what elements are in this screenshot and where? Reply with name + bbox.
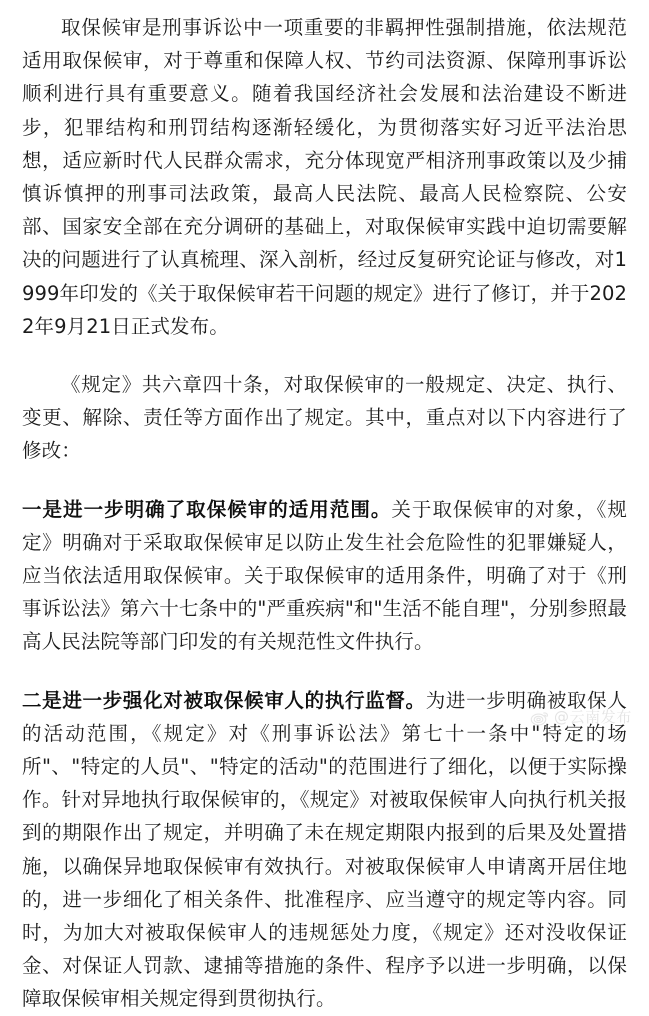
paragraph-1-text: 取保候审是刑事诉讼中一项重要的非羁押性强制措施，依法规范适用取保候审，对于尊重和保障人权、节约司法资源、保障刑事诉讼顺利进行具有重要意义。随着我国经济社会发展和法治建设不断进步，犯罪结构和刑罚结构逐渐轻缓化，为贯彻落实好习近平法治思想，适应新时代人民群众需求，充分体现宽严相济刑事政策以及少捕慎诉慎押的刑事司法政策，最高人民法院、最高人民检察院、公安部、国家安全部在充分调研的基础上，对取保候审实践中迫切需要解决的问题进行了认真梳理、深入剖析，经过反复研究论证与修改，对1999年印发的《关于取保候审若干问题的规定》进行了修订，并于2022年9月21日正式发布。 (22, 16, 627, 338)
paragraph-4-text: 为进一步明确被取保人的活动范围，《规定》对《刑事诉讼法》第七十一条中"特定的场所"、"特定的人员"、"特定的活动"的范围进行了细化，以便于实际操作。针对异地执行取保候审的，《规定》对被取保候审人向执行机关报到的期限作出了规定，并明确了未在规定期限内报到的后果及处置措施，以确保异地取保候审有效执行。对被取保候审人申请离开居住地的，进一步细化了相关条件、批准程序、应当遵守的规定等内容。同时，为加大对被取保候审人的违规惩处力度，《规定》还对没收保证金、对保证人罚款、逮捕等措施的条件、程序予以进一步明确，以保障取保候审相关规定得到贯彻执行。 (22, 688, 627, 1011)
paragraph-3-text: 关于取保候审的对象，《规定》明确对于采取取保候审足以防止发生社会危险性的犯罪嫌疑人，应当依法适用取保候审。关于取保候审的适用条件，明确了对于《刑事诉讼法》第六十七条中的"严重疾病"和"生活不能自理"，分别参照最高人民法院等部门印发的有关规范性文件执行。 (22, 497, 627, 654)
paragraph-1 (22, 11, 627, 343)
paragraph-2-text: 《规定》共六章四十条，对取保候审的一般规定、决定、执行、变更、解除、责任等方面作出了规定。其中，重点对以下内容进行了修改： (22, 373, 627, 463)
paragraph-3-heading: 一是进一步明确了取保候审的适用范围。 (22, 497, 392, 521)
paragraph-3 (22, 493, 627, 659)
paragraph-4 (22, 684, 627, 1016)
paragraph-4-heading: 二是进一步强化对被取保候审人的执行监督。 (22, 688, 426, 712)
paragraph-2 (22, 368, 627, 468)
watermark-handle: @云南发布 (553, 708, 632, 726)
